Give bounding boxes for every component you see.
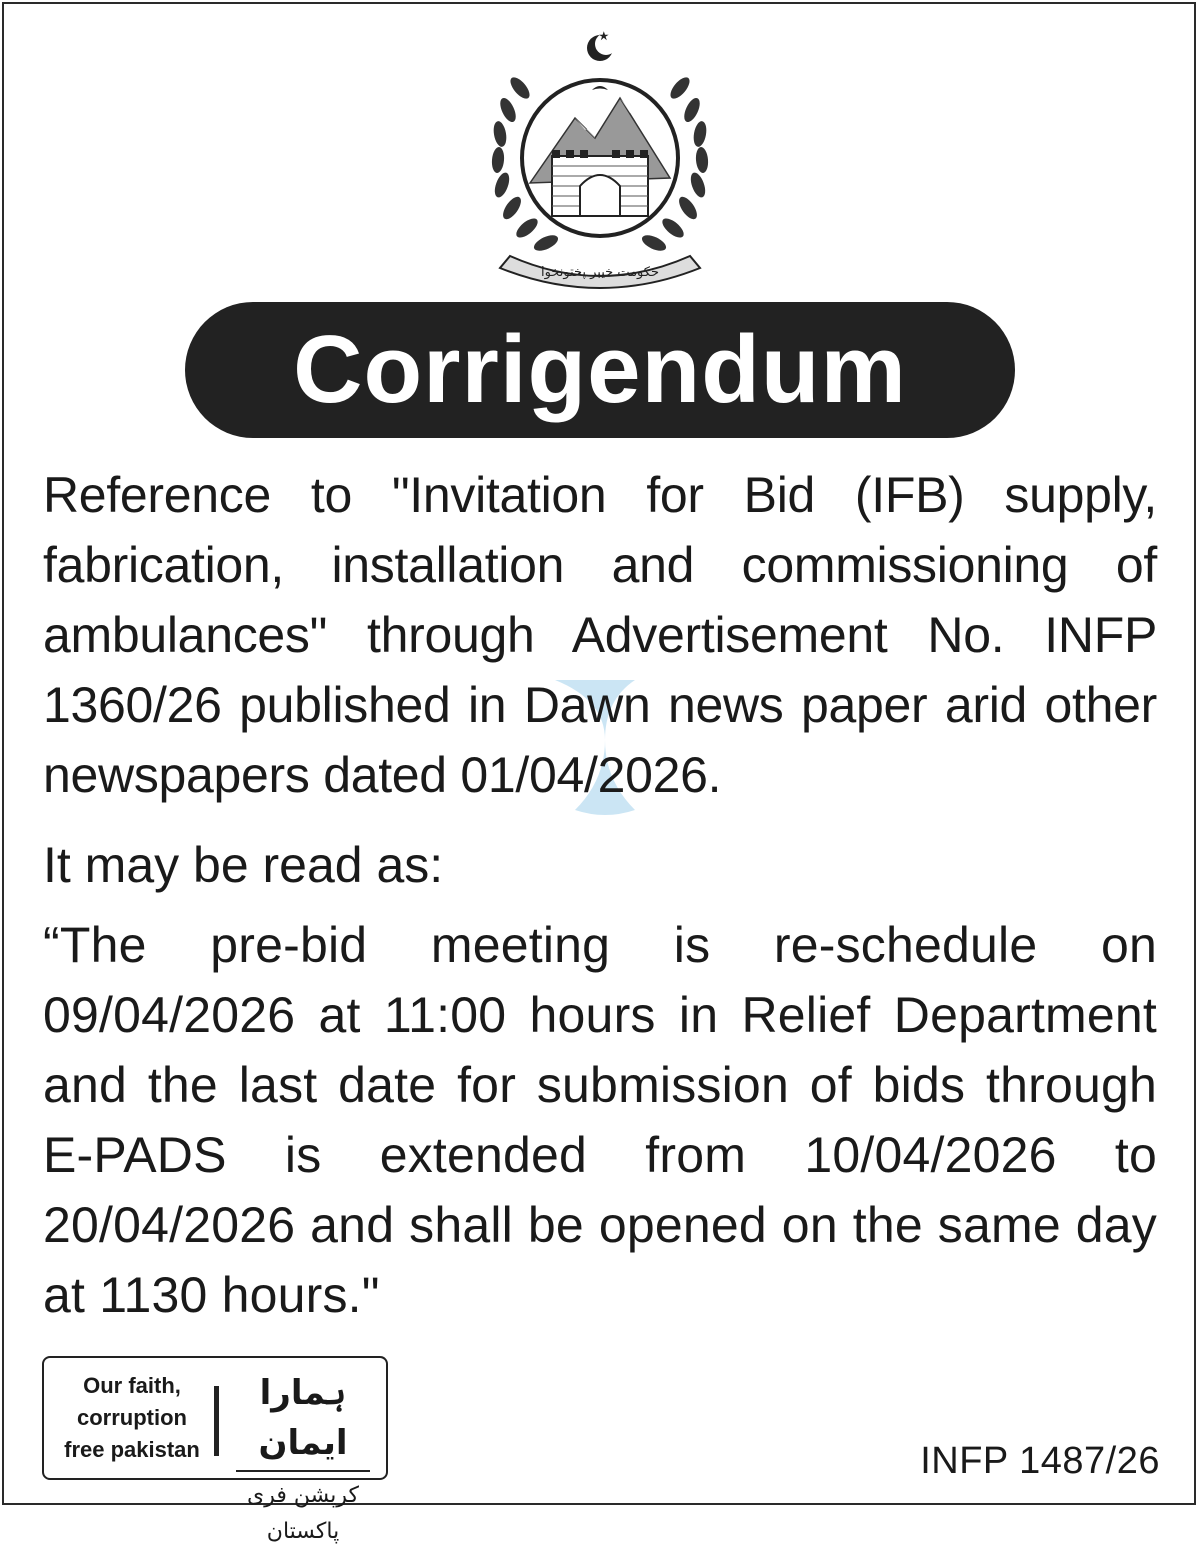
- banner-title: Corrigendum: [293, 316, 907, 423]
- reference-paragraph: Reference to "Invitation for Bid (IFB) supply, fabrication, installation and commissioning of ambulances" through Advertisement No. INFP 1360/26 published in Dawn news paper arid other newspapers dated 01/04/2026.: [43, 467, 1157, 803]
- slogan-urdu-sub: کرپشن فری پاکستان: [247, 1483, 359, 1544]
- slogan-urdu: [224, 1368, 382, 1550]
- amendment-paragraph: “The pre-bid meeting is re-schedule on 09/04/2026 at 11:00 hours in Relief Department and the last date for submission of bids through E-PADS is extended from 10/04/2026 to 20/04/2026 and shall be opened on the same day at 1130 hours.": [43, 917, 1157, 1323]
- anti-corruption-slogan-box: [42, 1356, 388, 1544]
- advertisement-reference: INFP 1487/26: [920, 1440, 1160, 1482]
- slogan-english-line: Our faith,: [83, 1373, 181, 1398]
- khyber-pakhtunkhwa-emblem-icon: [480, 28, 720, 290]
- slogan-english-line: free pakistan: [64, 1437, 200, 1462]
- slogan-divider: [214, 1386, 219, 1456]
- emblem-ribbon-text: حکومت خیبر پختونخوا: [541, 265, 659, 280]
- slogan-urdu-main: ہمارا ایمان: [258, 1373, 348, 1463]
- slogan-english: [52, 1370, 212, 1466]
- read-as-paragraph: It may be read as:: [43, 837, 444, 893]
- corrigendum-banner: [185, 302, 1015, 438]
- slogan-english-line: corruption: [77, 1405, 187, 1430]
- slogan-urdu-rule: [236, 1470, 370, 1472]
